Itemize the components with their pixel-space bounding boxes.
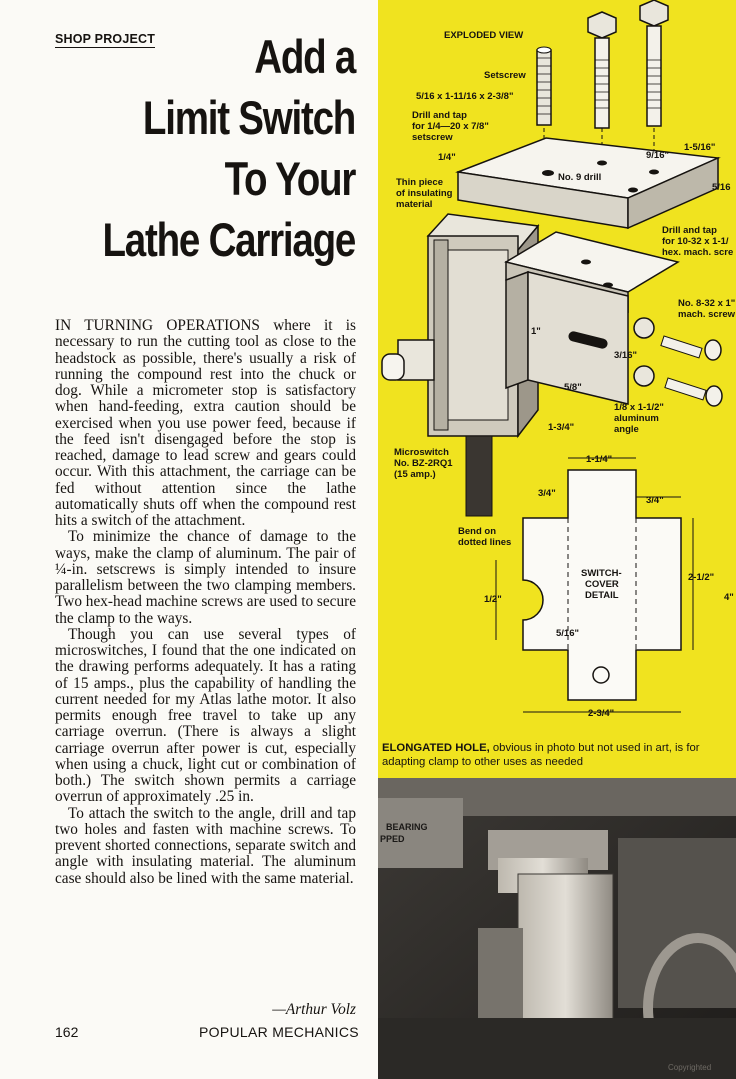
label-two-three-quarters: 2-3/4" (588, 708, 615, 719)
magazine-name: POPULAR MECHANICS (199, 1024, 359, 1040)
label-microswitch-1: Microswitch (394, 447, 449, 458)
label-one-three-quarters: 1-3/4" (548, 422, 575, 433)
photo-bearing-label: BEARING (386, 822, 428, 832)
label-five-sixteenths: 5/16 (712, 182, 731, 193)
label-angle-3: angle (614, 424, 639, 435)
lathe-photo (378, 778, 736, 1079)
label-five-eighths: 5/8" (564, 382, 582, 393)
label-bend-2: dotted lines (458, 537, 512, 548)
title-line-2: Limit Switch (142, 91, 355, 144)
label-four-inch: 4" (724, 592, 734, 603)
label-setscrew-size: 5/16 x 1-11/16 x 2-3/8" (416, 91, 514, 102)
label-one-quarter-width: 1-1/4" (586, 454, 613, 465)
exploded-view-illustration (378, 0, 736, 728)
label-two-and-half: 2-1/2" (688, 572, 715, 583)
label-one-inch: 1" (531, 326, 541, 337)
label-setscrew: Setscrew (484, 70, 526, 81)
label-no9-drill: No. 9 drill (558, 172, 602, 183)
page-number: 162 (55, 1024, 79, 1040)
label-quarter-inch: 1/4" (438, 152, 456, 163)
label-drill-tap-2-b: for 10-32 x 1-1/ (662, 236, 729, 247)
hex-screw-left (588, 12, 616, 128)
label-microswitch-2: No. BZ-2RQ1 (394, 458, 453, 469)
label-insulating-1: Thin piece (396, 177, 443, 188)
label-three-sixteenths: 3/16" (614, 350, 637, 361)
label-angle-1: 1/8 x 1-1/2" (614, 402, 664, 413)
paragraph-1 (55, 318, 356, 529)
label-drill-tap-2: Drill and tap (662, 225, 717, 236)
label-one-half: 1/2" (484, 594, 502, 605)
label-screw-2: mach. screw (678, 309, 736, 320)
label-drill-tap-1: Drill and tap (412, 110, 467, 121)
label-one-five-sixteenths: 1-5/16" (684, 142, 716, 153)
paragraph-2: To minimize the chance of damage to the ways, make the clamp of aluminum. The pair of ¼-in. setscrews is simply intended to insure parallelism between the two clamping members. Two hex-head machine screws are used to secure the clamp to the ways. (55, 528, 356, 627)
label-detail-3: DETAIL (585, 590, 619, 601)
label-screw-1: No. 8-32 x 1" (678, 298, 736, 309)
label-drill-tap-1-c: setscrew (412, 132, 453, 143)
setscrew-drawing (537, 47, 551, 125)
paragraph-1-text: where it is necessary to run the cutting tool as close to the headstock as possible, there's usually a risk of running the compound rest into the chuck or dog. While a micrometer stop is satisfactory when hand-feeding, extra caution should be exercised when you use power feed, because if the feed isn't disengaged before the stop is reached, damage to lead screw and gears could occur. With this attachment, the carriage can be fed without attention since the lathe automatically shuts off when the compound rest hits a switch of the attachment. (55, 317, 357, 529)
label-drill-tap-1-b: for 1/4—20 x 7/8" (412, 121, 489, 132)
machine-screws-drawing (634, 318, 722, 406)
label-three-quarters-a: 3/4" (538, 488, 556, 499)
title-line-4: Lathe Carriage (102, 213, 355, 266)
photo-watermark: Copyrighted (668, 1063, 712, 1072)
label-drill-tap-2-c: hex. mach. scre (662, 247, 734, 258)
exploded-view-heading: EXPLODED VIEW (444, 30, 524, 41)
caption-lead: ELONGATED HOLE, (382, 742, 490, 754)
paragraph-4: To attach the switch to the angle, drill and tap two holes and fasten with machine screws. To prevent shorted connections, separate switch and angle with insulating material. The aluminum case should also be lined with the same material. (55, 804, 356, 887)
section-tag: SHOP PROJECT (55, 32, 156, 46)
clamp-plate (458, 138, 718, 228)
figure-caption (378, 728, 736, 778)
hex-screw-right (640, 0, 668, 126)
article-body (55, 318, 356, 887)
label-bend-1: Bend on (458, 526, 496, 537)
article-title (102, 26, 355, 270)
label-three-quarters-b: 3/4" (646, 495, 664, 506)
photo-pped-label: PPED (380, 834, 405, 844)
title-line-3: To Your (224, 152, 355, 205)
label-angle-2: aluminum (614, 413, 659, 424)
lead-in: IN TURNING OPERATIONS (55, 317, 260, 334)
label-detail-1: SWITCH- (581, 568, 622, 579)
label-insulating-2: of insulating (396, 188, 453, 199)
paragraph-3: Though you can use several types of microswitches, I found that the one indicated on the drawing performs adequately. It has a rating of 15 amps., plus the capability of handling the current needed for my Atlas lathe motor. It also permits enough free travel to take up any carriage overrun. (There is always a slight carriage overrun after power is cut, especially when using a chuck, light cut or combination of both.) The switch shown permits a carriage overrun of approximately .25 in. (55, 625, 356, 806)
label-nine-sixteenths: 9/16" (646, 150, 669, 161)
label-detail-2: COVER (585, 579, 619, 590)
byline: —Arthur Volz (272, 1001, 356, 1018)
caption-text: obvious in photo but not used in art, is for adapting clamp to other uses as needed (382, 742, 700, 768)
title-line-1: Add a (254, 30, 355, 83)
label-microswitch-3: (15 amp.) (394, 469, 436, 480)
label-insulating-3: material (396, 199, 433, 210)
label-five-sixteenths-b: 5/16" (556, 628, 579, 639)
